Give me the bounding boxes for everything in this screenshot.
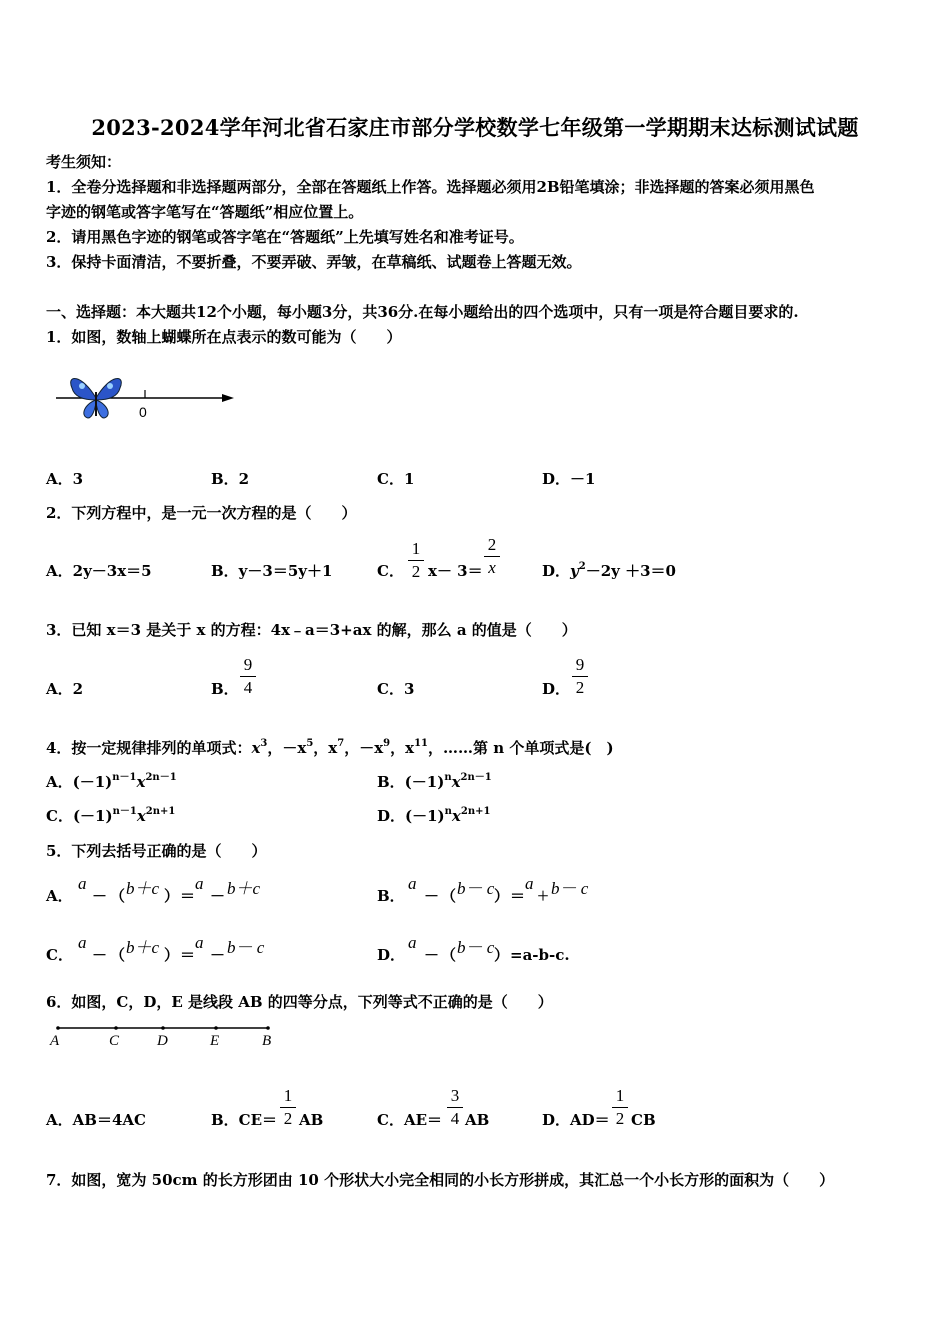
q3-b-fraction: 9 4 (240, 655, 256, 698)
q6-label-e: E (210, 1033, 220, 1049)
q2-d-label: D． (542, 562, 571, 580)
q2-c-fraction-1: 1 2 (408, 539, 424, 582)
q6-label-a: A (50, 1033, 60, 1049)
q6-option-c-label[interactable]: C．AE＝ (377, 1111, 443, 1129)
q6-c-fraction: 3 4 (447, 1086, 463, 1129)
q5-b-result: b－ c (551, 879, 589, 898)
q4-option-d[interactable]: D．$(-1)^nx^{2n+1}$ (377, 806, 491, 825)
q1-option-d[interactable]: D．－1 (542, 470, 596, 488)
q5-b-a: a (408, 874, 417, 893)
q1-stem: 1．如图，数轴上蝴蝶所在点表示的数可能为（ ） (46, 328, 402, 346)
q5-c-minus: － (92, 946, 108, 964)
q5-a-a: a (78, 874, 87, 893)
notice-line-1a: 1．全卷分选择题和非选择题两部分，全部在答题纸上作答。选择题必须用2B铅笔填涂；非选择题的答案必须用黑色 (46, 178, 815, 196)
q3-d-fraction: 9 2 (572, 655, 588, 698)
q5-c-a: a (78, 933, 87, 952)
q7-stem: 7．如图，宽为 50cm 的长方形团由 10 个形状大小完全相同的小长方形拼成，其汇总一个小长方形的面积为（ ） (46, 1171, 835, 1189)
q5-a-lparen: （ (110, 887, 126, 905)
q2-d-exp: 2 (578, 561, 586, 572)
q2-option-b[interactable]: B．y－3＝5y＋1 (211, 562, 333, 580)
q2-d-rest: －2y ＋3＝0 (585, 562, 676, 580)
q5-a-equals: ＝ (180, 887, 196, 905)
q3-stem: 3．已知 x＝3 是关于 x 的方程：4x﹣a＝3+ax 的解，那么 a 的值是（ ） (46, 621, 577, 639)
q1-zero-label: 0 (139, 404, 147, 420)
q5-stem: 5．下列去括号正确的是（ ） (46, 842, 267, 860)
q5-b-lparen: （ (441, 887, 457, 905)
q4-option-a[interactable]: A．$(-1)^{n-1}x^{2n-1}$ (46, 772, 177, 791)
q6-stem: 6．如图，C，D，E 是线段 AB 的四等分点，下列等式不正确的是（ ） (46, 993, 553, 1011)
q5-a-minus: － (92, 887, 108, 905)
q5-c-minus2: － (210, 946, 226, 964)
q3-option-a[interactable]: A．2 (46, 680, 84, 698)
q6-label-b: B (262, 1033, 272, 1049)
q2-c-middle: x－ 3＝ (428, 562, 483, 580)
q1-option-a[interactable]: A．3 (46, 470, 84, 488)
q6-b-tail: AB (299, 1111, 324, 1129)
q6-label-d: D (157, 1033, 168, 1049)
q3-option-d-label[interactable]: D． (542, 680, 571, 698)
q2-stem: 2．下列方程中，是一元一次方程的是（ ） (46, 504, 357, 522)
q5-c-lparen: （ (110, 946, 126, 964)
q5-b-minus: － (424, 887, 440, 905)
point-e (214, 1026, 218, 1030)
q5-b-rparen: ） (494, 887, 510, 905)
q2-c-fraction-2: 2 x (484, 535, 500, 578)
q6-b-fraction: 1 2 (280, 1086, 296, 1129)
q5-d-inner: b－ c (457, 938, 495, 957)
q2-d-y: y (570, 562, 579, 580)
q5-c-inner: b＋c (126, 938, 160, 957)
q5-option-a-label[interactable]: A． (46, 887, 73, 905)
q6-option-a[interactable]: A．AB＝4AC (46, 1111, 146, 1129)
q6-d-fraction: 1 2 (612, 1086, 628, 1129)
notice-line-2: 2．请用黑色字迹的钢笔或答字笔在“答题纸”上先填写姓名和准考证号。 (46, 228, 524, 246)
q5-b-a2: a (525, 874, 534, 893)
q5-a-rparen: ） (164, 887, 180, 905)
point-b (266, 1026, 270, 1030)
q3-option-b-label[interactable]: B． (211, 680, 239, 698)
q5-c-result: b－ c (227, 938, 265, 957)
q6-option-b-label[interactable]: B．CE＝ (211, 1111, 278, 1129)
q5-d-rparen: ） (494, 946, 510, 964)
q4-option-b[interactable]: B．$(-1)^nx^{2n-1}$ (377, 772, 492, 791)
q5-d-tail: =a-b-c. (510, 946, 570, 964)
notice-heading: 考生须知： (46, 153, 122, 171)
q4-option-c[interactable]: C．$(-1)^{n-1}x^{2n+1}$ (46, 806, 176, 825)
q5-d-lparen: （ (441, 946, 457, 964)
q5-d-minus: － (424, 946, 440, 964)
q1-number-line-figure (52, 370, 242, 430)
notice-line-3: 3．保持卡面清洁，不要折叠，不要弄破、弄皱，在草稿纸、试题卷上答题无效。 (46, 253, 582, 271)
q5-a-inner: b＋c (126, 879, 160, 898)
q3-option-c[interactable]: C．3 (377, 680, 415, 698)
q5-c-a2: a (195, 933, 204, 952)
q5-option-b-label[interactable]: B． (377, 887, 405, 905)
q6-option-d-label[interactable]: D．AD＝ (542, 1111, 610, 1129)
section-heading: 一、选择题：本大题共12个小题，每小题3分，共36分.在每小题给出的四个选项中，只有一项是符合题目要求的. (46, 303, 799, 321)
q5-option-d-label[interactable]: D． (377, 946, 406, 964)
notice-line-1b: 字迹的钢笔或答字笔写在“答题纸”相应位置上。 (46, 203, 364, 221)
q6-label-c: C (109, 1033, 120, 1049)
q2-option-d[interactable] (542, 561, 676, 581)
q4-stem: 4．按一定规律排列的单项式：$x^3$，$-x^5$，$x^7$，$-x^9$，$x^{11}$，……第 n 个单项式是( ) (46, 738, 614, 757)
arrow-head-icon (222, 394, 234, 402)
q5-b-equals: ＝ (510, 887, 526, 905)
page-title: 2023-2024学年河北省石家庄市部分学校数学七年级第一学期期末达标测试试题 (91, 115, 859, 140)
q5-a-result: b＋c (227, 879, 261, 898)
point-d (161, 1026, 165, 1030)
q5-option-c-label[interactable]: C． (46, 946, 73, 964)
q5-c-rparen: ） (164, 946, 180, 964)
q6-c-tail: AB (465, 1111, 490, 1129)
q5-a-minus2: － (210, 887, 226, 905)
q5-b-plus: ＋ (537, 889, 550, 903)
q6-d-tail: CB (631, 1111, 656, 1129)
q1-option-c[interactable]: C．1 (377, 470, 415, 488)
point-c (114, 1026, 118, 1030)
q5-c-equals: ＝ (180, 946, 196, 964)
q1-option-b[interactable]: B．2 (211, 470, 250, 488)
q5-b-inner: b－ c (457, 879, 495, 898)
point-a (56, 1026, 60, 1030)
q2-option-c-label[interactable]: C． (377, 562, 404, 580)
q5-d-a: a (408, 933, 417, 952)
q2-option-a[interactable]: A．2y－3x＝5 (46, 562, 152, 580)
q5-a-a2: a (195, 874, 204, 893)
